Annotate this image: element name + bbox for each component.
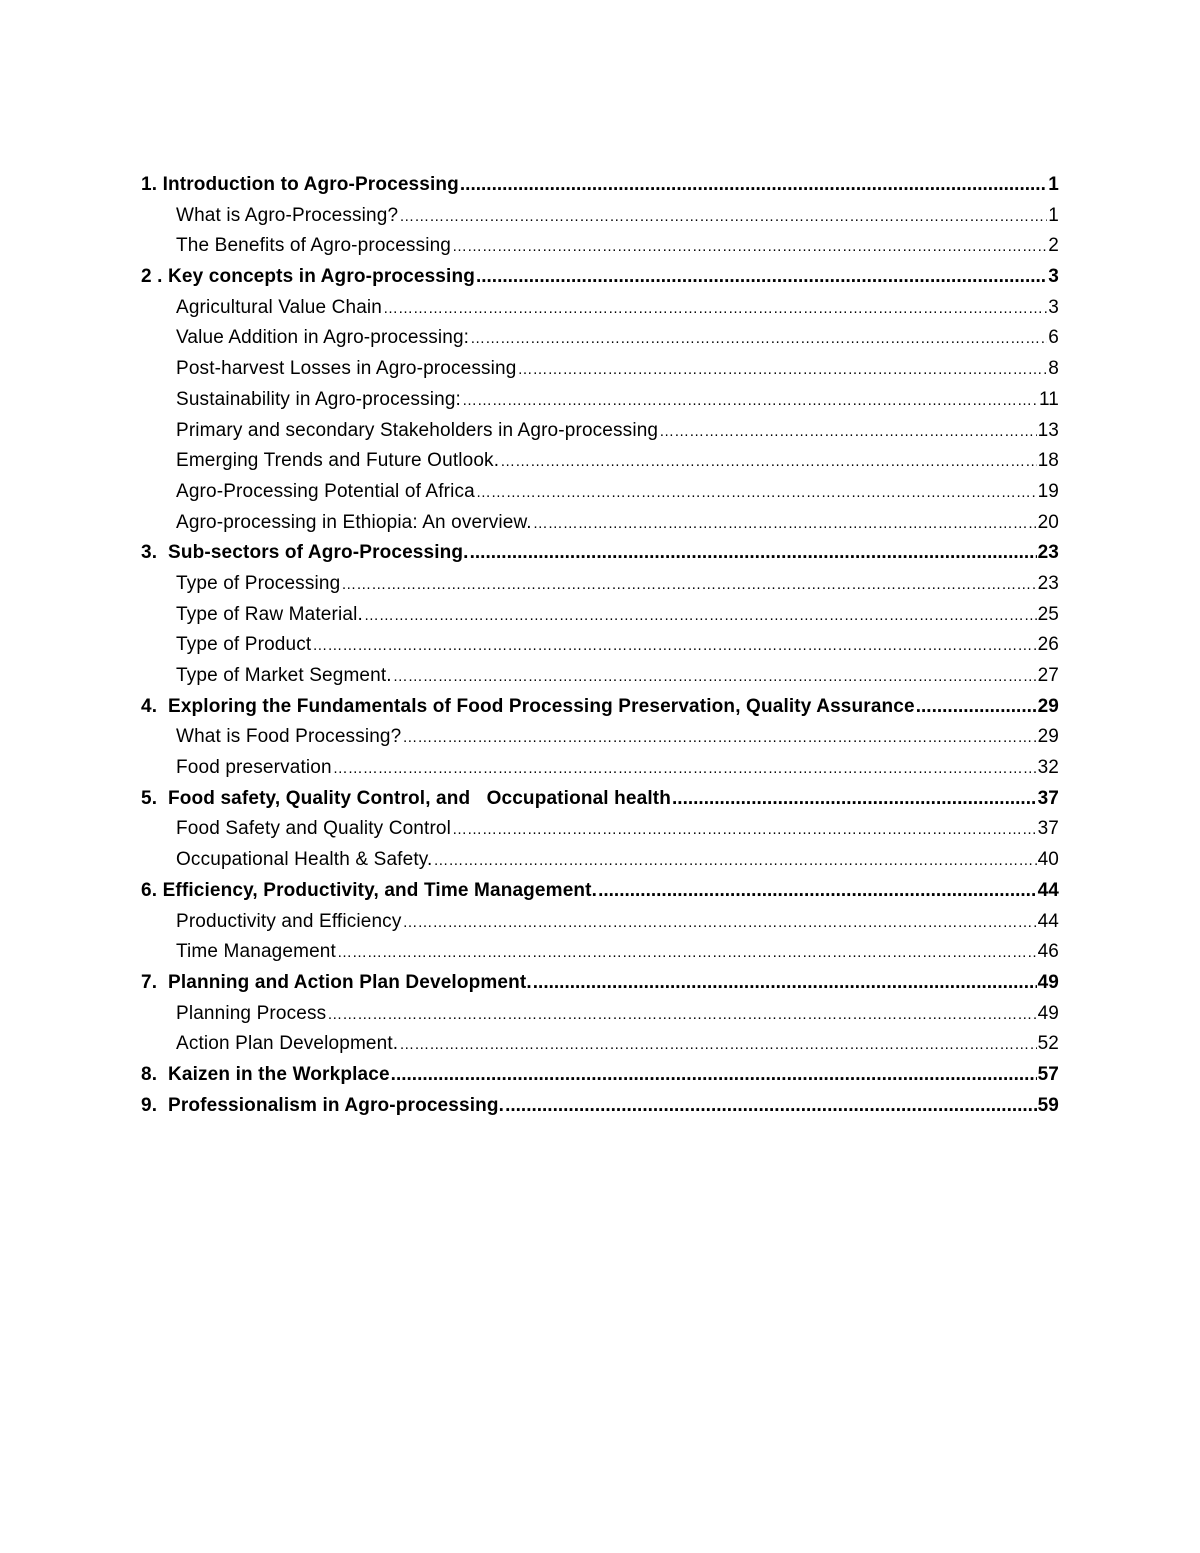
toc-dot-leader [383,297,1047,319]
toc-entry-title: Occupational Health & Safety. [176,849,433,871]
toc-dot-leader [462,389,1038,411]
toc-chapter-entry[interactable] [141,174,1059,205]
toc-dot-leader [460,174,1047,196]
toc-dot-leader [399,205,1047,227]
toc-dot-leader [517,358,1047,380]
toc-entry-title: Food preservation [176,757,332,779]
toc-entry-title: 1. Introduction to Agro-Processing [141,174,459,195]
toc-page-number: 29 [1037,726,1059,748]
toc-section-entry[interactable] [141,757,1059,788]
toc-dot-leader [327,1003,1036,1025]
toc-entry-title: 7. Planning and Action Plan Development. [141,971,532,993]
toc-dot-leader [476,481,1037,503]
toc-page-number: 3 [1048,296,1059,318]
toc-entry-title: Sustainability in Agro-processing: [176,388,461,410]
toc-section-entry[interactable] [141,665,1059,696]
toc-dot-leader [312,634,1036,656]
toc-dot-leader [402,726,1036,748]
toc-entry-title: Primary and secondary Stakeholders in Agro-processing [176,419,659,441]
toc-section-entry[interactable] [141,420,1059,451]
toc-entry-title: Agro-processing in Ethiopia: An overview. [176,511,532,533]
toc-dot-leader [341,573,1036,595]
toc-dot-leader [500,450,1036,472]
toc-page-number: 11 [1038,388,1059,410]
toc-dot-leader [333,757,1037,779]
toc-dot-leader [672,788,1037,810]
toc-chapter-entry[interactable] [141,788,1059,819]
toc-page-number: 26 [1037,634,1059,656]
table-of-contents [141,174,1059,1125]
toc-entry-title: 3. Sub-sectors of Agro-Processing. [141,542,469,564]
toc-entry-title: What is Food Processing? [176,726,402,748]
toc-page-number: 49 [1037,1002,1059,1024]
toc-dot-leader [533,972,1037,994]
toc-dot-leader [505,1095,1036,1117]
toc-page-number: 1 [1048,204,1059,226]
toc-entry-title: Type of Market Segment. [176,665,392,686]
toc-chapter-entry[interactable] [141,880,1059,911]
toc-entry-title: Post-harvest Losses in Agro-processing [176,358,517,380]
toc-section-entry[interactable] [141,634,1059,665]
toc-page-number: 37 [1037,787,1059,809]
toc-dot-leader [337,941,1037,963]
toc-dot-leader [598,880,1036,902]
toc-page-number: 40 [1037,849,1059,871]
toc-section-entry[interactable] [141,849,1059,880]
toc-section-entry[interactable] [141,358,1059,389]
toc-entry-title: 2 . Key concepts in Agro-processing [141,266,475,288]
toc-dot-leader [399,1033,1036,1055]
toc-page-number: 1 [1048,174,1059,195]
toc-chapter-entry[interactable] [141,266,1059,297]
toc-entry-title: 6. Efficiency, Productivity, and Time Management. [141,879,598,901]
toc-page-number: 23 [1037,572,1059,594]
toc-entry-title: 4. Exploring the Fundamentals of Food Processing Preservation, Quality Assurance [141,695,915,717]
toc-page-number: 6 [1048,327,1059,349]
toc-entry-title: Agro-Processing Potential of Africa [176,480,475,502]
toc-dot-leader [659,420,1036,442]
toc-dot-leader [364,604,1037,626]
toc-entry-title: The Benefits of Agro-processing [176,235,452,257]
toc-section-entry[interactable] [141,1033,1059,1064]
toc-page-number: 32 [1037,757,1059,779]
toc-page-number: 57 [1037,1063,1059,1085]
toc-entry-title: Value Addition in Agro-processing: [176,327,470,349]
toc-page-number: 18 [1037,450,1059,472]
toc-page-number: 2 [1048,235,1059,257]
toc-chapter-entry[interactable] [141,1095,1059,1126]
toc-section-entry[interactable] [141,911,1059,942]
toc-entry-title: Planning Process [176,1002,327,1024]
toc-section-entry[interactable] [141,573,1059,604]
toc-section-entry[interactable] [141,235,1059,266]
toc-entry-title: 9. Professionalism in Agro-processing. [141,1094,505,1116]
toc-section-entry[interactable] [141,604,1059,635]
toc-chapter-entry[interactable] [141,696,1059,727]
toc-entry-title: Type of Raw Material. [176,603,363,625]
toc-page-number: 20 [1037,511,1059,533]
toc-entry-title: Emerging Trends and Future Outlook. [176,450,500,472]
toc-dot-leader [433,849,1036,871]
toc-section-entry[interactable] [141,726,1059,757]
toc-section-entry[interactable] [141,1003,1059,1034]
toc-page-number: 59 [1037,1094,1059,1116]
toc-dot-leader [916,696,1037,718]
toc-page-number: 19 [1037,480,1059,502]
toc-entry-title: Agricultural Value Chain [176,296,383,318]
toc-entry-title: 5. Food safety, Quality Control, and Occupational health [141,787,672,809]
toc-section-entry[interactable] [141,450,1059,481]
toc-dot-leader [470,542,1037,564]
toc-chapter-entry[interactable] [141,542,1059,573]
toc-section-entry[interactable] [141,389,1059,420]
toc-entry-title: Food Safety and Quality Control [176,818,452,840]
toc-chapter-entry[interactable] [141,972,1059,1003]
toc-dot-leader [402,911,1036,933]
toc-dot-leader [391,1064,1037,1086]
toc-dot-leader [452,818,1037,840]
toc-page-number: 27 [1037,665,1059,686]
toc-section-entry[interactable] [141,327,1059,358]
toc-entry-title: Time Management [176,941,336,963]
toc-page-number: 49 [1037,971,1059,993]
toc-entry-title: 8. Kaizen in the Workplace [141,1063,390,1085]
toc-chapter-entry[interactable] [141,1064,1059,1095]
toc-page-number: 44 [1037,879,1059,901]
toc-entry-title: What is Agro-Processing? [176,204,399,226]
toc-section-entry[interactable] [141,297,1059,328]
toc-page-number: 29 [1037,695,1059,717]
toc-entry-title: Type of Product [176,634,312,656]
toc-page-number: 44 [1037,910,1059,932]
toc-section-entry[interactable] [141,512,1059,543]
toc-dot-leader [470,327,1047,349]
toc-dot-leader [476,266,1047,288]
toc-section-entry[interactable] [141,205,1059,236]
toc-dot-leader [452,235,1047,257]
toc-section-entry[interactable] [141,941,1059,972]
toc-page-number: 37 [1037,818,1059,840]
toc-page-number: 13 [1037,419,1059,441]
toc-page-number: 23 [1037,542,1059,564]
toc-dot-leader [393,665,1037,687]
toc-page-number: 3 [1048,266,1059,288]
toc-page-number: 25 [1037,603,1059,625]
toc-dot-leader [533,512,1037,534]
toc-entry-title: Productivity and Efficiency [176,910,402,932]
toc-entry-title: Type of Processing [176,572,341,594]
toc-section-entry[interactable] [141,818,1059,849]
toc-page-number: 46 [1037,941,1059,963]
toc-page-number: 52 [1037,1033,1059,1055]
toc-section-entry[interactable] [141,481,1059,512]
toc-entry-title: Action Plan Development. [176,1033,399,1055]
toc-page-number: 8 [1048,358,1059,380]
